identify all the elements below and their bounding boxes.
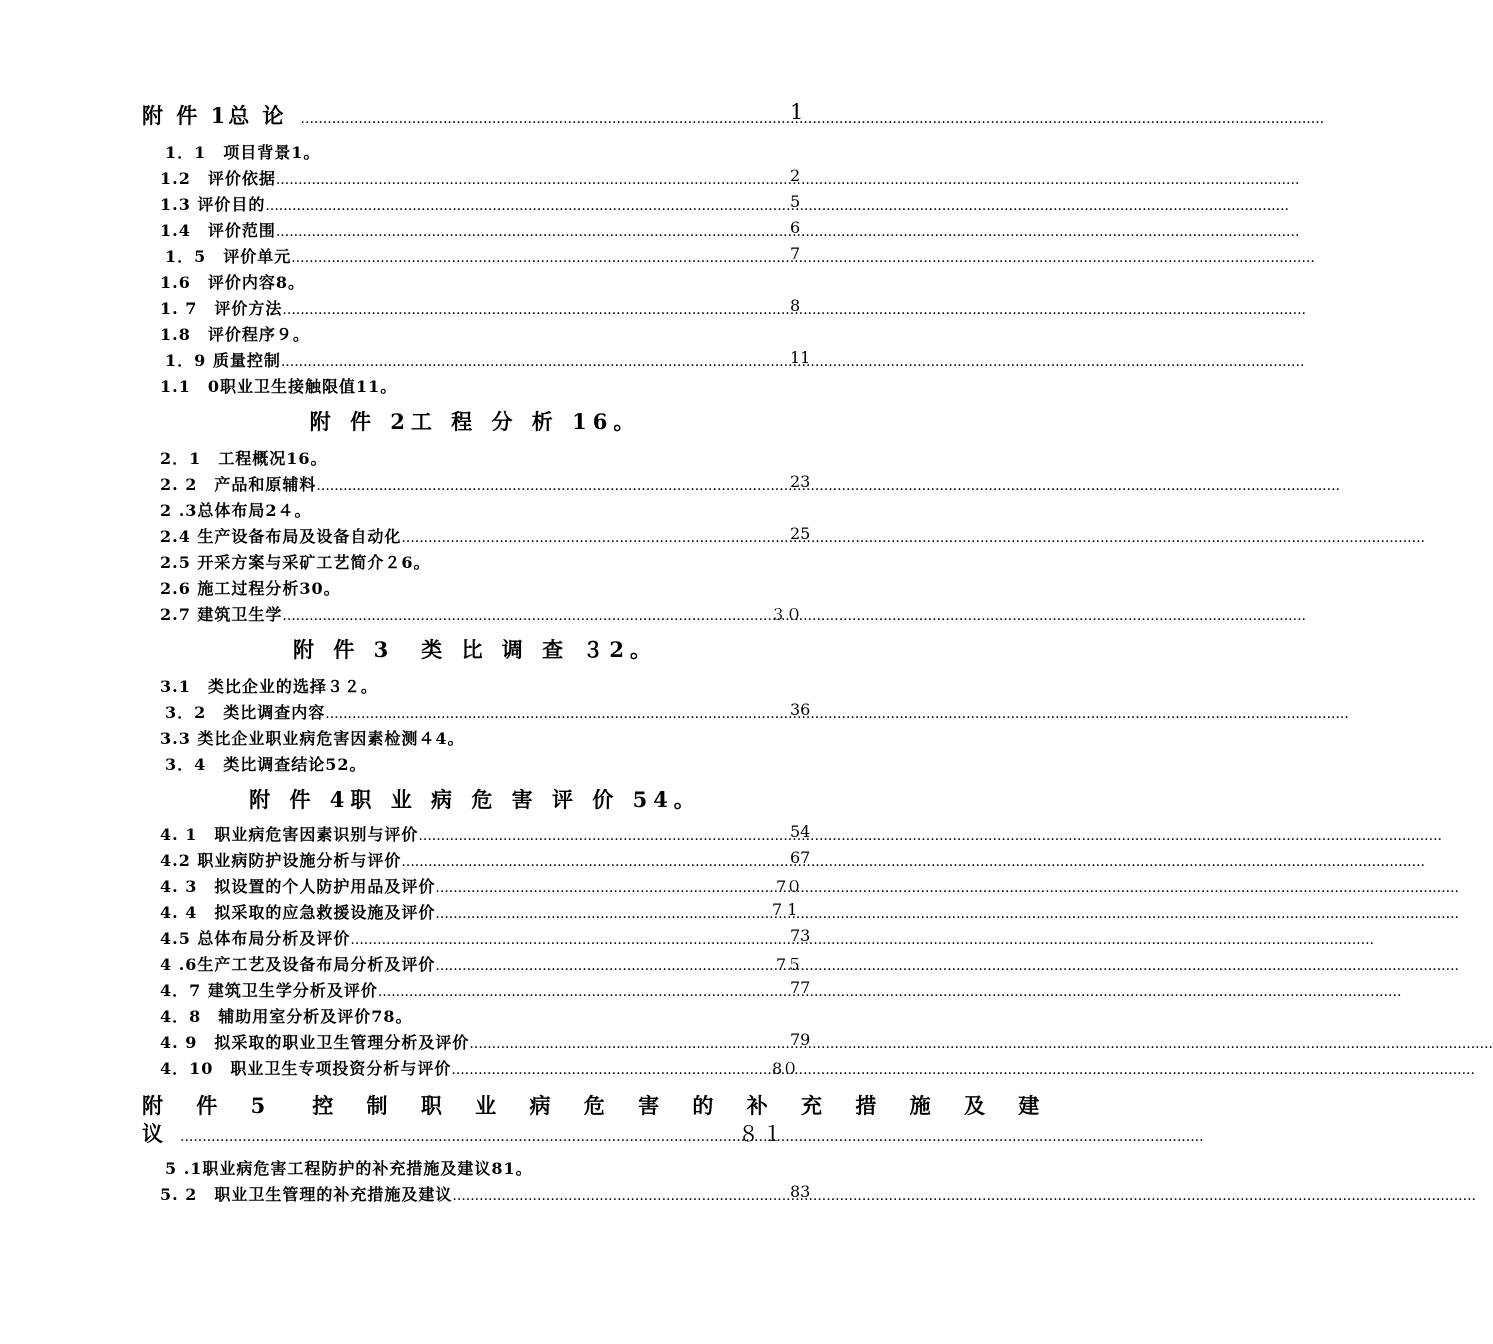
toc-label: 3．2 类比调查内容 bbox=[165, 703, 326, 722]
toc-label: 4. 9 拟采取的职业卫生管理分析及评价 bbox=[160, 1033, 470, 1052]
toc-label: 4 .6生产工艺及设备布局分析及评价 bbox=[160, 955, 436, 974]
toc-page-number: 54 bbox=[790, 822, 811, 841]
toc-section-4 bbox=[0, 784, 950, 814]
toc-label: 附 件 2工 程 分 析 16。 bbox=[309, 409, 641, 434]
toc-label: 5 .1职业病危害工程防护的补充措施及建议81。 bbox=[165, 1159, 533, 1178]
toc-page-number: 23 bbox=[790, 472, 811, 491]
toc-label: 2.5 开采方案与采矿工艺简介２6。 bbox=[160, 553, 431, 572]
toc-label: 4. 3 拟设置的个人防护用品及评价 bbox=[160, 877, 436, 896]
toc-entry bbox=[0, 978, 950, 1001]
toc-page-number: 5 bbox=[790, 192, 801, 211]
toc-section-3 bbox=[0, 634, 950, 664]
toc-label: 1.4 评价范围 bbox=[160, 221, 276, 240]
toc-label: 附 件 3 类 比 调 查 ３2。 bbox=[292, 637, 658, 662]
toc-section-2 bbox=[0, 406, 950, 436]
toc-entry bbox=[0, 822, 950, 845]
toc-entry bbox=[0, 726, 950, 749]
toc-page-number: 8 bbox=[790, 296, 801, 315]
toc-page-number: 79 bbox=[790, 1030, 811, 1049]
toc-label: 1. 7 评价方法 bbox=[160, 299, 283, 318]
toc-entry bbox=[0, 348, 950, 371]
toc-leader bbox=[282, 608, 740, 624]
toc-page-number: 6 bbox=[790, 218, 801, 237]
toc-entry bbox=[0, 498, 950, 521]
toc-leader bbox=[435, 958, 705, 974]
toc-leader bbox=[316, 478, 756, 494]
toc-page-number: 67 bbox=[790, 848, 811, 867]
toc-leader bbox=[281, 354, 759, 370]
toc-entry bbox=[0, 926, 950, 949]
toc-label: 5. 2 职业卫生管理的补充措施及建议 bbox=[160, 1185, 453, 1204]
toc-leader bbox=[180, 1129, 710, 1145]
toc-entry bbox=[0, 752, 950, 775]
toc-label: 附 件 4职 业 病 危 害 评 价 54。 bbox=[249, 787, 701, 812]
toc-entry bbox=[0, 446, 950, 469]
toc-page-number: 77 bbox=[790, 978, 811, 997]
toc-leader bbox=[276, 224, 754, 240]
toc-label: 1．1 项目背景1。 bbox=[165, 143, 321, 162]
toc-label: 附 件 1总 论 bbox=[142, 103, 287, 128]
toc-leader bbox=[401, 854, 745, 870]
toc-leader bbox=[401, 530, 741, 546]
toc-page-number: 7 1 bbox=[772, 900, 798, 919]
toc-page-number: 7５ bbox=[776, 955, 803, 974]
toc-label: 议 bbox=[142, 1121, 166, 1146]
toc-leader bbox=[276, 172, 754, 188]
toc-entry bbox=[0, 1056, 950, 1079]
toc-label: 3.3 类比企业职业病危害因素检测４4。 bbox=[160, 729, 465, 748]
toc-label: 4．7 建筑卫生学分析及评价 bbox=[160, 981, 378, 1000]
toc-page-number: ３０ bbox=[770, 605, 803, 624]
toc-entry bbox=[0, 550, 950, 573]
toc-entry bbox=[0, 140, 950, 163]
toc-entry bbox=[0, 674, 950, 697]
toc-label: 4. 1 职业病危害因素识别与评价 bbox=[160, 825, 419, 844]
toc-page-number: 83 bbox=[790, 1182, 811, 1201]
toc-section-1 bbox=[0, 100, 950, 130]
toc-entry bbox=[0, 1182, 950, 1205]
toc-page-number: 7０ bbox=[776, 877, 803, 896]
toc-entry bbox=[0, 270, 950, 293]
toc-page-number: 2 bbox=[790, 166, 801, 185]
toc-page-number: 36 bbox=[790, 700, 811, 719]
toc-entry bbox=[0, 296, 950, 319]
toc-entry bbox=[0, 322, 950, 345]
toc-label: 4. 4 拟采取的应急救援设施及评价 bbox=[160, 903, 436, 922]
toc-label: 2. 2 产品和原辅料 bbox=[160, 475, 317, 494]
toc-leader bbox=[451, 1062, 701, 1078]
toc-leader bbox=[452, 1188, 738, 1204]
toc-label: 2.4 生产设备布局及设备自动化 bbox=[160, 527, 402, 546]
toc-leader bbox=[301, 111, 749, 127]
toc-entry bbox=[0, 472, 950, 495]
toc-entry bbox=[0, 1030, 950, 1053]
toc-label: 附 件 5 控 制 职 业 病 危 害 的 补 充 措 施 及 建 bbox=[142, 1093, 1053, 1118]
toc-page-number: ８１ bbox=[738, 1122, 786, 1146]
toc-page-number: 7 bbox=[790, 244, 801, 263]
toc-leader bbox=[378, 984, 736, 1000]
toc-label: 4.5 总体布局分析及评价 bbox=[160, 929, 351, 948]
toc-leader bbox=[435, 880, 725, 896]
toc-entry bbox=[0, 166, 950, 189]
toc-entry bbox=[0, 218, 950, 241]
toc-entry bbox=[0, 244, 950, 267]
toc-label: 1．5 评价单元 bbox=[165, 247, 292, 266]
toc-page-number: 1 bbox=[790, 100, 807, 124]
toc-label: 3.1 类比企业的选择３２。 bbox=[160, 677, 378, 696]
toc-section-5 bbox=[0, 1090, 1053, 1120]
toc-entry bbox=[0, 848, 950, 871]
toc-entry bbox=[0, 602, 950, 625]
toc-label: 1.2 评价依据 bbox=[160, 169, 276, 188]
toc-label: 1.6 评价内容8。 bbox=[160, 273, 305, 292]
toc-leader bbox=[291, 250, 749, 266]
toc-page-number: 11 bbox=[790, 348, 811, 367]
toc-leader bbox=[435, 906, 725, 922]
toc-leader bbox=[469, 1036, 719, 1052]
toc-leader bbox=[325, 706, 745, 722]
toc-entry bbox=[0, 576, 950, 599]
toc-label: 4．8 辅助用室分析及评价78。 bbox=[160, 1007, 413, 1026]
toc-entry bbox=[0, 952, 950, 975]
toc-label: 4.2 职业病防护设施分析与评价 bbox=[160, 851, 402, 870]
toc-label: 1．9 质量控制 bbox=[165, 351, 281, 370]
toc-leader bbox=[418, 828, 744, 844]
toc-section-5-continued bbox=[0, 1118, 950, 1148]
toc-label: 1.8 评价程序９。 bbox=[160, 325, 310, 344]
toc-entry bbox=[0, 874, 950, 897]
toc-entry bbox=[0, 1156, 950, 1179]
toc-page-number: 25 bbox=[790, 524, 811, 543]
toc-entry bbox=[0, 374, 950, 397]
toc-label: 1.3 评价目的 bbox=[160, 195, 266, 214]
toc-entry bbox=[0, 192, 950, 215]
toc-leader bbox=[265, 198, 761, 214]
toc-entry bbox=[0, 524, 950, 547]
toc-leader bbox=[350, 932, 750, 948]
toc-leader bbox=[282, 302, 760, 318]
toc-label: 2 .3总体布局2４。 bbox=[160, 501, 312, 520]
toc-label: 4．10 职业卫生专项投资分析与评价 bbox=[160, 1059, 452, 1078]
toc-page-number: 8０ bbox=[772, 1059, 799, 1078]
toc-label: 2.6 施工过程分析30。 bbox=[160, 579, 341, 598]
toc-entry bbox=[0, 1004, 950, 1027]
toc-label: 2．1 工程概况16。 bbox=[160, 449, 328, 468]
toc-entry bbox=[0, 900, 950, 923]
toc-page-number: 73 bbox=[790, 926, 811, 945]
toc-label: 2.7 建筑卫生学 bbox=[160, 605, 283, 624]
toc-label: 3．4 类比调查结论52。 bbox=[165, 755, 367, 774]
toc-label: 1.1 0职业卫生接触限值11。 bbox=[160, 377, 398, 396]
toc-entry bbox=[0, 700, 950, 723]
